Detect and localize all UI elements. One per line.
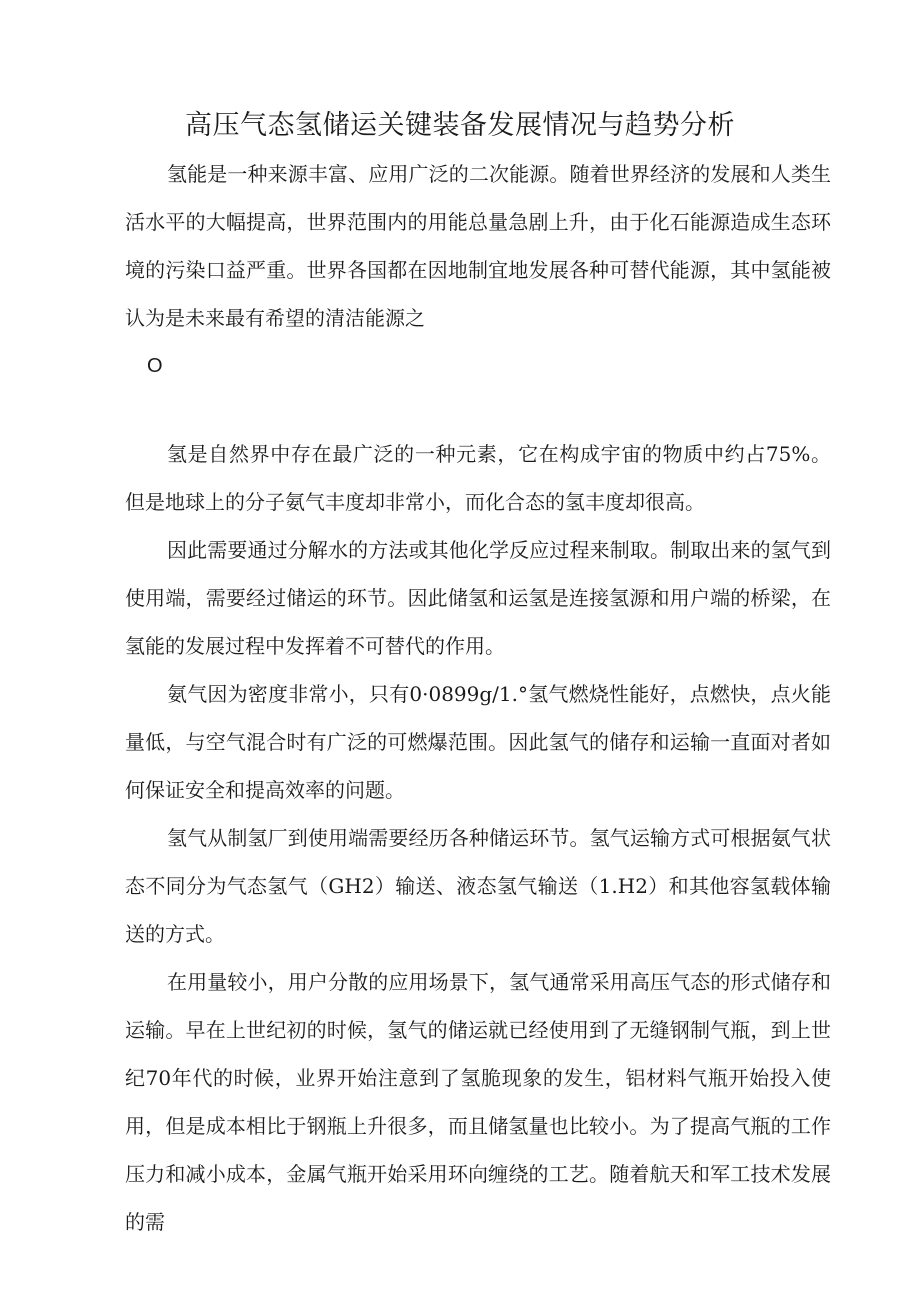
paragraph-3: 因此需要通过分解水的方法或其他化学反应过程来制取。制取出来的氢气到使用端，需要经过储运的环节。因此储氢和运氢是连接氢源和用户端的桥梁，在氢能的发展过程中发挥着不可替代的作用。 [125, 538, 831, 658]
stray-character: O [147, 355, 163, 377]
paragraph-2: 氢是自然界中存在最广泛的一种元素，它在构成宇宙的物质中约占75%。但是地球上的分子氨气丰度却非常小，而化合态的氢丰度却很高。 [125, 442, 831, 514]
document-title: 高压气态氢储运关键装备发展情况与趋势分析 [185, 110, 735, 141]
paragraph-5: 氢气从制氢厂到使用端需要经历各种储运环节。氢气运输方式可根据氨气状态不同分为气态氢气（GH2）输送、液态氢气输送（1.H2）和其他容氢载体输送的方式。 [125, 826, 831, 946]
document-body [125, 150, 831, 1246]
paragraph-6: 在用量较小，用户分散的应用场景下，氢气通常采用高压气态的形式储存和运输。早在上世纪初的时候，氢气的储运就已经使用到了无缝钢制气瓶，到上世纪70年代的时候，业界开始注意到了氢脆现象的发生，铝材料气瓶开始投入使用，但是成本相比于钢瓶上升很多，而且储氢量也比较小。为了提高气瓶的工作压力和减小成本，金属气瓶开始采用环向缠绕的工艺。随着航天和军工技术发展的需 [125, 970, 831, 1234]
paragraph-4: 氨气因为密度非常小，只有0·0899g∕1.°氢气燃烧性能好，点燃快，点火能量低，与空气混合时有广泛的可燃爆范围。因此氢气的储存和运输一直面对者如何保证安全和提高效率的问题。 [125, 682, 831, 802]
paragraph-1: 氢能是一种来源丰富、应用广泛的二次能源。随着世界经济的发展和人类生活水平的大幅提高，世界范围内的用能总量急剧上升，由于化石能源造成生态环境的污染口益严重。世界各国都在因地制宜地发展各种可替代能源，其中氢能被认为是未来最有希望的清洁能源之 [125, 162, 831, 330]
